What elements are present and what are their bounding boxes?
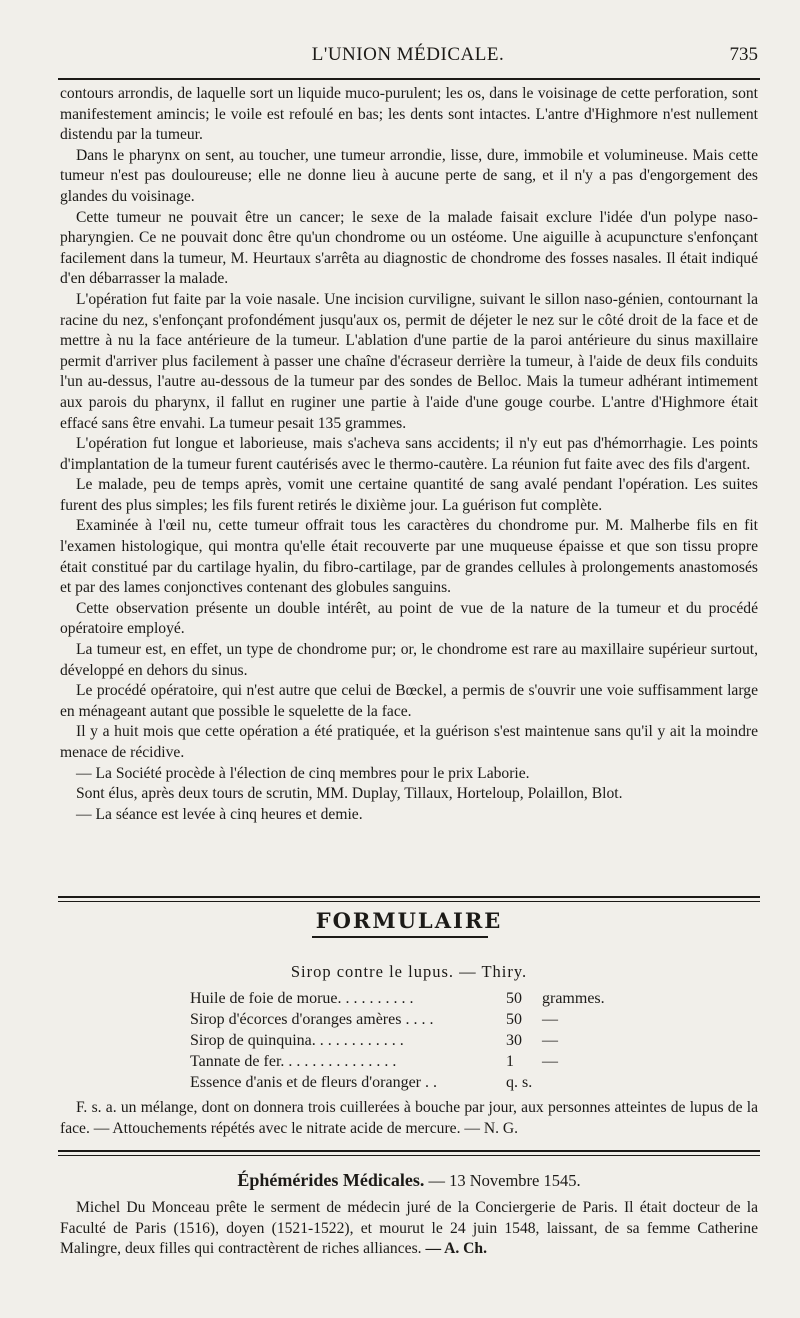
recipe-title: Sirop contre le lupus. — Thiry. [290,962,528,981]
recipe-row [190,1030,610,1051]
ingredient-name: Essence d'anis et de fleurs d'oranger . . [190,1074,438,1091]
ingredient-name: Sirop de quinquina. . . . . . . . . . . . [190,1032,404,1049]
paragraph: Le malade, peu de temps après, vomit une certaine quantité de sang avalé pendant l'opération. Les suites furent des plus simples; les fils furent retirés le dixième jour. La guérison fut complète. [60,476,758,514]
recipe-instructions: F. s. a. un mélange, dont on donnera trois cuillerées à bouche par jour, aux personnes atteintes de lupus de la face. — Attouchements répétés avec le nitrate acide de mercure. — N. G. [60,1099,758,1137]
paragraph: Il y a huit mois que cette opération a été pratiquée, et la guérison s'est maintenue sans qu'il y ait la moindre menace de récidive. [60,723,758,761]
ingredient-qty: 30 [506,1032,522,1049]
ingredient-name: Tannate de fer. . . . . . . . . . . . . . . [190,1053,397,1070]
ingredient-unit: — [542,1032,558,1049]
ephemerides-text: Michel Du Monceau prête le serment de médecin juré de la Conciergerie de Paris. Il était docteur de la Faculté de Paris (1516), doyen (1521-1522), et mourut le 24 juin 1548, laissant, de sa femme Catherine Malingre, deux filles qui contractèrent de riches alliances. [60,1199,758,1258]
recipe-row [190,1051,610,1072]
section-divider [58,896,760,902]
ephemerides-heading [58,1170,760,1191]
paragraph: L'opération fut faite par la voie nasale. Une incision curviligne, suivant le sillon naso-génien, contournant la racine du nez, s'enfonçant profondément jusqu'aux os, permit de déjeter le nez sur le côté droit de la face et de mettre à nu la face antérieure de la tumeur. L'ablation d'une partie de la paroi antérieure du sinus maxillaire permit d'arriver plus facilement à passer une chaîne d'écraseur derrière la tumeur, à l'aide de deux fils conduits l'un au-dessus, l'autre au-dessous de la tumeur par des sondes de Belloc. Mais la tumeur adhérant intimement aux parois du pharynx, il fallut en ruginer une partie à l'aide d'une gouge courbe. L'antre d'Highmore était effacé sans être envahi. La tumeur pesait 135 grammes. [60,290,758,432]
ingredient-unit: grammes. [542,990,605,1007]
ephemerides-date: — 13 Novembre 1545. [428,1171,581,1190]
journal-title: L'UNION MÉDICALE. [311,44,505,65]
paragraph: Le procédé opératoire, qui n'est autre que celui de Bœckel, a permis de s'ouvrir une voie suffisamment large en ménageant autant que possible le squelette de la face. [60,682,758,720]
ingredient-unit: — [542,1011,558,1028]
ingredient-qty: 1 [506,1053,514,1070]
recipe-note [60,1098,758,1139]
formulaire-underline [312,936,488,938]
ingredient-unit: — [542,1053,558,1070]
paragraph: Cette observation présente un double intérêt, au point de vue de la nature de la tumeur et du procédé opératoire employé. [60,599,758,638]
ingredient-qty: 50 [506,1011,522,1028]
author-signature: — A. Ch. [425,1240,487,1258]
ephemerides-body [60,1198,758,1260]
paragraph: — La Société procède à l'élection de cinq membres pour le prix Laborie. [76,764,530,782]
header-rule [58,78,760,80]
section-divider [58,1150,760,1156]
ingredient-name: Huile de foie de morue. . . . . . . . . . [190,990,414,1007]
ephemerides-title: Éphémérides Médicales. [237,1170,425,1190]
paragraph: L'opération fut longue et laborieuse, mais s'acheva sans accidents; il n'y eut pas d'hémorrhagie. Les points d'implantation de la tumeur furent cautérisés avec le thermo-cautère. La réunion fut faite avec des fils d'argent. [60,435,758,473]
recipe-row [190,988,610,1009]
paragraph: — La séance est levée à cinq heures et demie. [76,805,363,823]
formulaire-heading: FORMULAIRE [315,908,503,933]
ingredient-qty: 50 [506,990,522,1007]
paragraph: contours arrondis, de laquelle sort un liquide muco-purulent; les os, dans le voisinage de cette perforation, sont manifestement amincis; le voile est refoulé en bas; les dents sont intactes. L'antre d'Highmore n'est nullement distendu par la tumeur. [60,85,758,144]
ingredient-qty: q. s. [506,1074,533,1091]
recipe-list [190,988,610,1093]
page-header [58,44,758,74]
paragraph: Examinée à l'œil nu, cette tumeur offrait tous les caractères du chondrome pur. M. Malherbe fils en fit l'examen histologique, qui montra qu'elle était recouverte par une muqueuse épaisse et que son tissu propre était constitué par du cartilage hyalin, du fibro-cartilage, par de grandes cellules à prolongements anastomosés et par des lames conjonctives contenant des globules sanguins. [60,517,758,597]
paragraph: Dans le pharynx on sent, au toucher, une tumeur arrondie, lisse, dure, immobile et volumineuse. Mais cette tumeur n'est pas douloureuse; elle ne donne lieu à aucune perte de sang, et il n'y a pas d'engorgement des glandes du voisinage. [60,146,758,205]
paragraph: Sont élus, après deux tours de scrutin, MM. Duplay, Tillaux, Horteloup, Polaillon, Blot. [76,785,623,803]
recipe-row [190,1009,610,1030]
article-body [60,84,758,825]
paragraph: La tumeur est, en effet, un type de chondrome pur; or, le chondrome est rare au maxillaire supérieur surtout, développé en dehors du sinus. [60,641,758,679]
recipe-row [190,1072,610,1093]
ingredient-name: Sirop d'écorces d'oranges amères . . . . [190,1011,434,1028]
ephemerides-paragraph [60,1198,758,1260]
paragraph: Cette tumeur ne pouvait être un cancer; le sexe de la malade faisait exclure l'idée d'un polype naso-pharyngien. Ce ne pouvait donc être qu'un chondrome ou un ostéome. Une aiguille à acupuncture s'enfonçant facilement dans la tumeur, M. Heurtaux s'arrêta au diagnostic de chondrome des fosses nasales. Il était indiqué d'en débarrasser la malade. [60,208,758,288]
page-number: 735 [729,44,758,65]
